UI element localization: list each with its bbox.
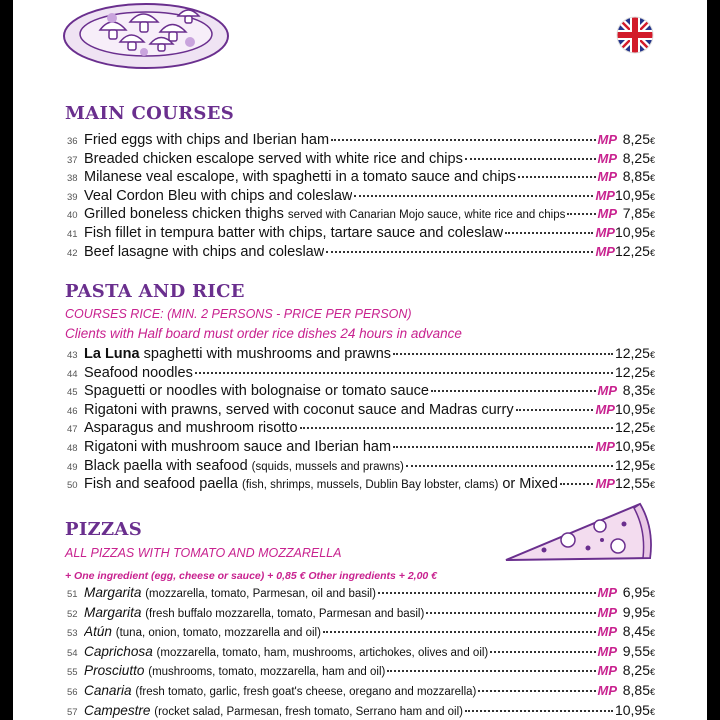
list-item: 47 Asparagus and mushroom risotto 12,25€ xyxy=(67,419,655,437)
list-item: 51 Margarita (mozzarella, tomato, Parmesan, oil and basil) MP 6,95€ xyxy=(67,584,655,600)
list-item: 42 Beef lasagne with chips and coleslaw MP 12,25€ xyxy=(67,242,655,260)
list-item: 49 Black paella with seafood (squids, mussels and prawns) 12,95€ xyxy=(67,456,655,474)
list-item: 55 Prosciutto (mushrooms, tomato, mozzarella, ham and oil) MP 8,25€ xyxy=(67,662,655,679)
section-title-main-courses: MAIN COURSES xyxy=(65,103,235,124)
english-language-flag-icon[interactable] xyxy=(616,16,654,54)
section-title-pasta-rice: PASTA AND RICE xyxy=(65,281,245,302)
list-item: 53 Atún (tuna, onion, tomato, mozzarella and oil) MP 8,45€ xyxy=(67,623,655,640)
list-item: 44 Seafood noodles 12,25€ xyxy=(67,363,655,381)
list-item: 56 Canaria (fresh tomato, garlic, fresh goat's cheese, oregano and mozzarella) MP 8,85€ xyxy=(67,681,655,698)
pizza-slice-illustration xyxy=(500,498,660,574)
pizzas-list xyxy=(67,584,655,720)
list-item: 40 Grilled boneless chicken thighs served with Canarian Mojo sauce, white rice and chips MP 7,85€ xyxy=(67,205,655,223)
list-item: 50 Fish and seafood paella (fish, shrimps, mussels, Dublin Bay lobster, clams) or Mixed MP 12,55€ xyxy=(67,475,655,493)
main-courses-list xyxy=(67,131,655,261)
list-item: 57 Campestre (rocket salad, Parmesan, fresh tomato, Serrano ham and oil) 10,95€ xyxy=(67,701,655,718)
mushroom-plate-illustration xyxy=(60,0,235,72)
rice-note: COURSES RICE: (MIN. 2 PERSONS - PRICE PER PERSON) xyxy=(65,307,412,321)
list-item: 39 Veal Cordon Bleu with chips and coleslaw MP 10,95€ xyxy=(67,186,655,204)
list-item: 52 Margarita (fresh buffalo mozzarella, tomato, Parmesan and basil) MP 9,95€ xyxy=(67,603,655,620)
list-item: 45 Spaguetti or noodles with bolognaise or tomato sauce MP 8,35€ xyxy=(67,382,655,400)
list-item: 37 Breaded chicken escalope served with white rice and chips MP 8,25€ xyxy=(67,149,655,167)
pasta-rice-list xyxy=(67,345,655,494)
pizza-base-note: ALL PIZZAS WITH TOMATO AND MOZZARELLA xyxy=(65,546,342,560)
list-item: 38 Milanese veal escalope, with spaghetti in a tomato sauce and chips MP 8,85€ xyxy=(67,168,655,186)
section-title-pizzas: PIZZAS xyxy=(65,519,142,540)
half-board-note: Clients with Half board must order rice dishes 24 hours in advance xyxy=(65,326,462,341)
menu-page xyxy=(13,0,707,720)
list-item: 54 Caprichosa (mozzarella, tomato, ham, mushrooms, artichokes, olives and oil) MP 9,55€ xyxy=(67,642,655,659)
list-item: 43 La Luna spaghetti with mushrooms and prawns 12,25€ xyxy=(67,345,655,362)
ingredients-note: + One ingredient (egg, cheese or sauce) + 0,85 € Other ingredients + 2,00 € xyxy=(65,570,438,582)
list-item: 48 Rigatoni with mushroom sauce and Iberian ham MP 10,95€ xyxy=(67,437,655,455)
list-item: 46 Rigatoni with prawns, served with coconut sauce and Madras curry MP 10,95€ xyxy=(67,400,655,418)
list-item: 36 Fried eggs with chips and Iberian ham MP 8,25€ xyxy=(67,131,655,148)
list-item: 41 Fish fillet in tempura batter with chips, tartare sauce and coleslaw MP 10,95€ xyxy=(67,223,655,241)
